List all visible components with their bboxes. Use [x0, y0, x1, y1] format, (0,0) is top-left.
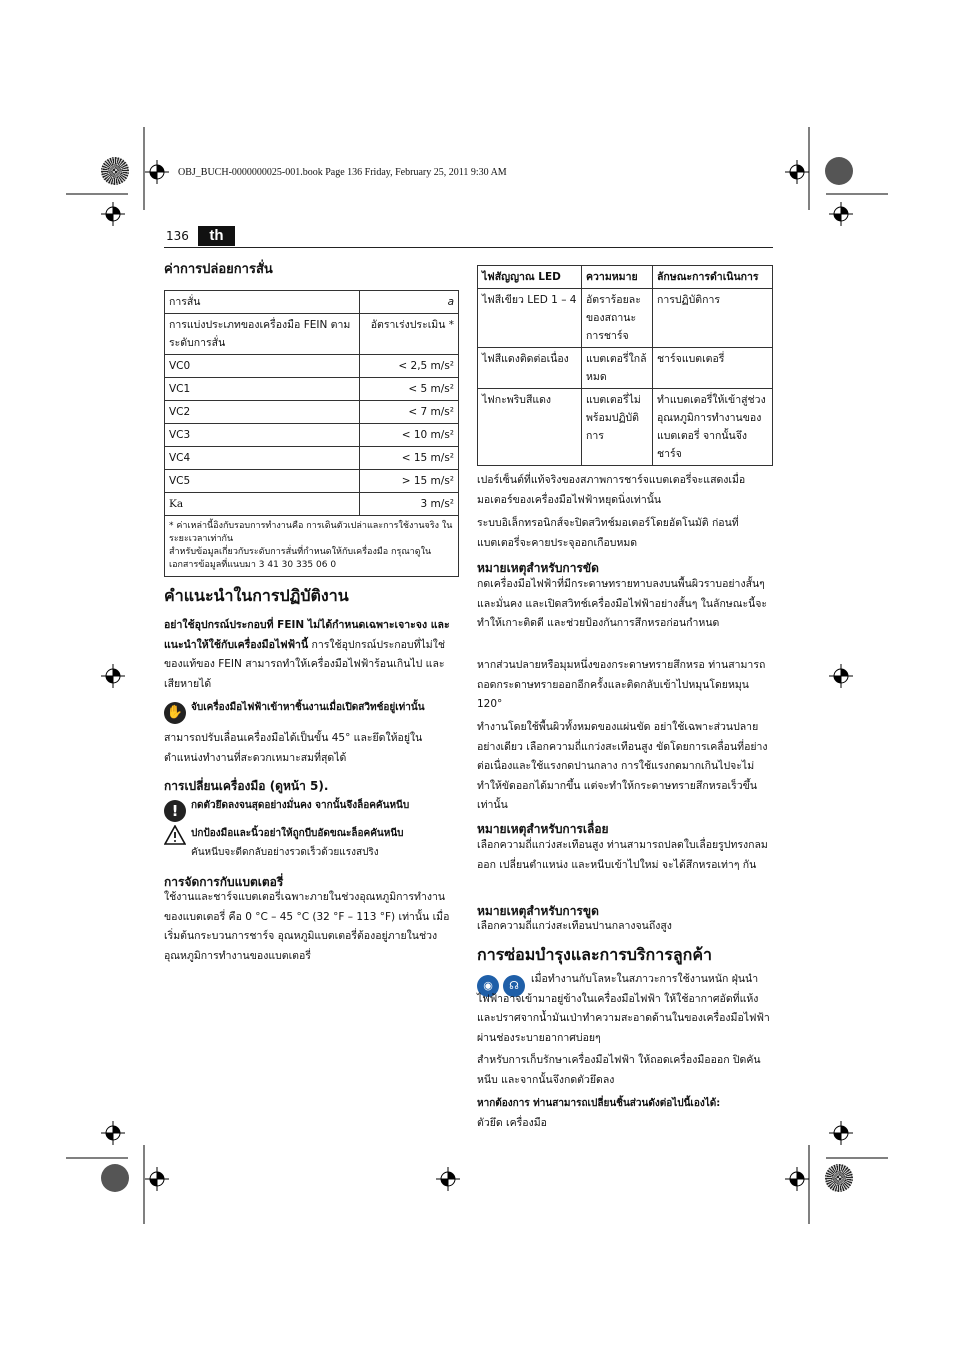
vibration-footnote-2: สำหรับข้อมูลเกี่ยวกับระดับการสั่นที่กำหนดให้กับเครื่องมือ กรุณาดูในเอกสารข้อมูลที่แนบมา 3 41 30 335 06 0 [169, 547, 432, 570]
sanding-heading: หมายเหตุสำหรับการขัด [477, 561, 599, 575]
press-note: กดตัวยึดลงจนสุดอย่างมั่นคง จากนั้นจึงล็อคคันหนีบ [191, 800, 410, 811]
crosshair-icon [101, 1121, 125, 1145]
led-signal: ไฟสีแดงติดต่อเนื่อง [478, 348, 582, 389]
led-paragraph-2: ระบบอิเล็กทรอนิกส์จะปิดสวิทช์มอเตอร์โดยอัตโนมัติ ก่อนที่แบตเตอรี่จะคายประจุออกเกือบหมด [477, 517, 739, 549]
color-wheel-icon [101, 1164, 129, 1192]
vibration-class: VC5 [165, 470, 360, 493]
page-number: 136 [166, 229, 189, 243]
warning-icon [164, 825, 186, 845]
color-wheel-icon [825, 1164, 853, 1192]
led-meaning: แบตเตอรี่ใกล้หมด [582, 348, 653, 389]
vibration-intro-col1: การแบ่งประเภทของเครื่องมือ FEIN ตามระดับการสั่น [165, 314, 360, 355]
tool-change-heading: การเปลี่ยนเครื่องมือ (ดูหน้า 5). [164, 779, 329, 793]
maintenance-paragraph-1: เมื่อทำงานกับโลหะในสภาวะการใช้งานหนัก ฝุ่นนำไฟฟ้าอาจเข้ามาอยู่ข้างในเครื่องมือไฟฟ้า ให้ใช้อากาศอัดที่แห้งและปราศจากน้ำมันเป่าทำความสะอาดด้านในของเครื่องมือไฟฟ้าผ่านช่องระบายอากาศบ่อยๆ [477, 973, 770, 1044]
led-header-action: ลักษณะการดำเนินการ [653, 266, 773, 289]
operating-paragraph-2: สามารถปรับเลื่อนเครื่องมือได้เป็นขั้น 45° และยึดให้อยู่ในตำแหน่งทำงานที่สะดวกเหมาะสมที่สุดได้ [164, 732, 423, 764]
sanding-paragraph-2: หากส่วนปลายหรือมุมหนึ่งของกระดาษทรายสึกหรอ ท่านสามารถถอดกระดาษทรายออกอีกครั้งและติดกลับเข้าไปหมุนโดยหมุน 120° [477, 659, 766, 711]
hand-note: จับเครื่องมือไฟฟ้าเข้าหาชิ้นงานเมื่อเปิดสวิทช์อยู่เท่านั้น [191, 702, 425, 713]
vibration-col2-header: a [360, 291, 459, 314]
sanding-paragraph-3: ทำงานโดยใช้พื้นผิวทั้งหมดของแผ่นขัด อย่าใช้เฉพาะส่วนปลายอย่างเดียว เลือกความถี่แกว่งสะเทือนสูง ขัดโดยการเคลื่อนที่อย่างต่อเนื่องและใช้แรงกดปานกลาง การใช้แรงกดมากเกินไปจะไม่ทำให้ขัดออกได้มากขึ้น แต่จะทำให้กระดาษทรายสึกหรอเร็วขึ้นเท่านั้น [477, 721, 768, 812]
crosshair-icon [829, 664, 853, 688]
operating-p1-bold: อย่าใช้อุปกรณ์ประกอบที่ FEIN ไม่ได้กำหนดเฉพาะเจาะจง และแนะนำให้ใช้กับเครื่องมือไฟฟ้านี้ [164, 619, 450, 651]
vibration-class: VC4 [165, 447, 360, 470]
operating-paragraph-1 [164, 616, 459, 694]
vibration-table [164, 290, 459, 577]
color-wheel-icon [825, 157, 853, 185]
led-signal: ไฟสีเขียว LED 1 – 4 [478, 289, 582, 348]
led-meaning: แบตเตอรี่ไม่พร้อมปฏิบัติการ [582, 389, 653, 466]
led-table [477, 265, 773, 466]
led-action: ชาร์จแบตเตอรี่ [653, 348, 773, 389]
led-action: การปฏิบัติการ [653, 289, 773, 348]
vibration-class: VC0 [165, 355, 360, 378]
maintenance-paragraph-3 [477, 1094, 773, 1133]
crosshair-icon [145, 160, 169, 184]
vibration-class: Ka [165, 493, 360, 516]
crosshair-icon [145, 1167, 169, 1191]
crosshair-icon [829, 1121, 853, 1145]
crosshair-icon [101, 202, 125, 226]
goggles-icon: ◉ [477, 975, 499, 997]
vibration-value: < 7 m/s² [360, 401, 459, 424]
vibration-value: < 5 m/s² [360, 378, 459, 401]
maintenance-p3-rest: ตัวยึด เครื่องมือ [477, 1116, 547, 1129]
crosshair-icon [785, 160, 809, 184]
exclamation-icon: ! [164, 800, 186, 822]
color-wheel-icon [101, 157, 129, 185]
operating-p1-rest: การใช้อุปกรณ์ประกอบที่ไม่ใช่ของแท้ของ FEIN สามารถทำให้เครื่องมือไฟฟ้าร้อนเกินไป และเสียหายได้ [164, 638, 445, 690]
maintenance-p3-bold: หากต้องการ ท่านสามารถเปลี่ยนชิ้นส่วนดังต่อไปนี้เองได้: [477, 1098, 721, 1109]
vibration-value: < 15 m/s² [360, 447, 459, 470]
hand-glove-icon: ✋ [164, 702, 186, 724]
vibration-value: 3 m/s² [360, 493, 459, 516]
language-badge: th [198, 226, 235, 246]
led-action: ทำแบตเตอรี่ให้เข้าสู่ช่วงอุณหภูมิการทำงานของแบตเตอรี่ จากนั้นจึงชาร์จ [653, 389, 773, 466]
maintenance-heading: การซ่อมบำรุงและการบริการลูกค้า [477, 945, 712, 964]
operating-heading: คำแนะนำในการปฏิบัติงาน [164, 586, 349, 605]
crosshair-icon [101, 664, 125, 688]
crosshair-icon [829, 202, 853, 226]
sanding-paragraph-1: กดเครื่องมือไฟฟ้าที่มีกระดาษทรายทาบลงบนพื้นผิวราบอย่างสั้นๆ และมั่นคง และเปิดสวิทช์เครื่องมือไฟฟ้าอย่างสั้นๆ ในลักษณะนี้จะทำให้เกาะติดดี และช่วยป้องกันการสึกหรอก่อนกำหนด [477, 578, 768, 630]
vibration-footnote [165, 516, 459, 577]
scraping-heading: หมายเหตุสำหรับการขูด [477, 904, 599, 918]
warning-bold: ปกป้องมือและนิ้วอย่าให้ถูกบีบอัดขณะล็อคคันหนีบ [191, 828, 404, 839]
vibration-col1-header: การสั่น [165, 291, 360, 314]
sawing-paragraph-1: เลือกความถี่แกว่งสะเทือนสูง ท่านสามารถปลดใบเลื่อยรูปทรงกลมออก เปลี่ยนตำแหน่ง และหนีบเข้าไปใหม่ จะได้สึกหรอเท่าๆ กัน [477, 839, 768, 871]
led-meaning: อัตราร้อยละของสถานะการชาร์จ [582, 289, 653, 348]
crosshair-icon [785, 1167, 809, 1191]
vibration-intro-col2: อัตราเร่งประเมิน * [360, 314, 459, 355]
crosshair-icon [436, 1167, 460, 1191]
vibration-value: < 10 m/s² [360, 424, 459, 447]
led-header-signal: ไฟสัญญาณ LED [478, 266, 582, 289]
header-rule [164, 247, 773, 248]
led-header-meaning: ความหมาย [582, 266, 653, 289]
maintenance-paragraph-2: สำหรับการเก็บรักษาเครื่องมือไฟฟ้า ให้ถอดเครื่องมือออก ปิดคันหนีบ และจากนั้นจึงกดตัวยึดลง [477, 1054, 761, 1086]
led-paragraph-1: เปอร์เซ็นต์ที่แท้จริงของสภาพการชาร์จแบตเตอรี่จะแสดงเมื่อมอเตอร์ของเครื่องมือไฟฟ้าหยุดนิ่งเท่านั้น [477, 474, 746, 506]
sawing-heading: หมายเหตุสำหรับการเลื่อย [477, 822, 609, 836]
warning-note [191, 824, 459, 862]
vibration-heading: ค่าการปล่อยการสั่น [164, 262, 273, 277]
vibration-class: VC2 [165, 401, 360, 424]
print-header: OBJ_BUCH-0000000025-001.book Page 136 Friday, February 25, 2011 9:30 AM [178, 167, 507, 178]
vibration-class: VC3 [165, 424, 360, 447]
battery-heading: การจัดการกับแบตเตอรี่ [164, 875, 284, 889]
vibration-footnote-1: * ค่าเหล่านี้อิงกับรอบการทำงานคือ การเดินตัวเปล่าและการใช้งานจริง ในระยะเวลาเท่ากัน [169, 521, 453, 544]
vibration-class: VC1 [165, 378, 360, 401]
battery-text: ใช้งานและชาร์จแบตเตอรี่เฉพาะภายในช่วงอุณหภูมิการทำงานของแบตเตอรี่ คือ 0 °C – 45 °C (32 °F – 113 °F) เท่านั้น เมื่อเริ่มต้นกระบวนการชาร์จ อุณหภูมิแบตเตอรี่ต้องอยู่ภายในช่วงอุณหภูมิการทำงานของแบตเตอรี่ [164, 891, 450, 962]
vibration-value: < 2,5 m/s² [360, 355, 459, 378]
scraping-paragraph-1: เลือกความถี่แกว่งสะเทือนปานกลางจนถึงสูง [477, 920, 672, 932]
dust-mask-icon: ☊ [503, 975, 525, 997]
led-signal: ไฟกะพริบสีแดง [478, 389, 582, 466]
vibration-value: > 15 m/s² [360, 470, 459, 493]
warning-rest: คันหนีบจะดีดกลับอย่างรวดเร็วด้วยแรงสปริง [191, 847, 379, 858]
